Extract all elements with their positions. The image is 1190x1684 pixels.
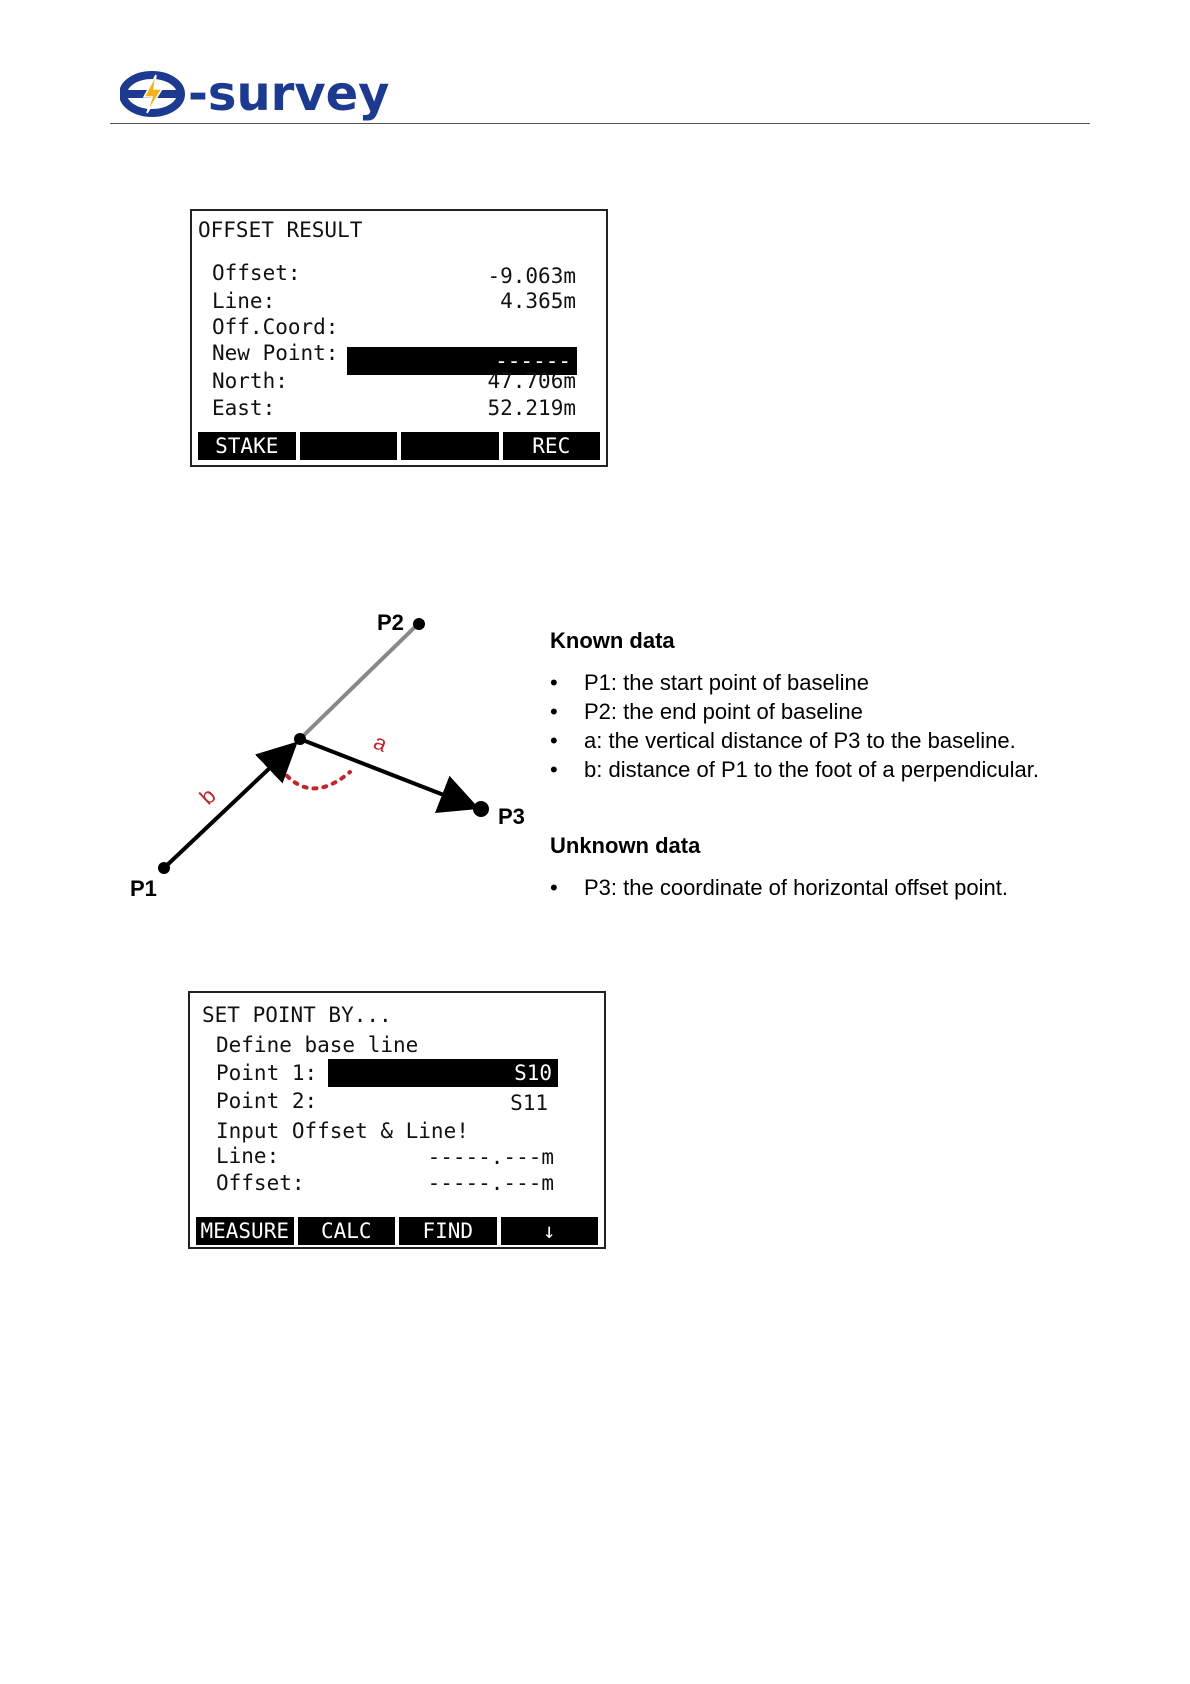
stake-softkey[interactable]: STAKE <box>198 432 296 460</box>
baseline-extension <box>300 624 418 739</box>
point2-field[interactable]: S11 <box>510 1091 548 1115</box>
list-item: • a: the vertical distance of P3 to the baseline. <box>550 726 1039 755</box>
offset-result-screen <box>190 209 608 467</box>
logo-text: -survey <box>188 66 390 122</box>
p2-point <box>413 618 425 630</box>
set-point-screen <box>188 991 606 1249</box>
list-item: • P3: the coordinate of horizontal offset point. <box>550 873 1008 902</box>
unknown-data-section <box>550 833 1008 902</box>
list-item: • b: distance of P1 to the foot of a perpendicular. <box>550 755 1039 784</box>
softkey-bar <box>196 1217 598 1245</box>
esurvey-logo <box>120 66 390 122</box>
north-value: 47.706m <box>487 369 576 393</box>
line-label: Line: <box>216 1144 280 1168</box>
right-angle-marker <box>275 760 350 788</box>
offset-label: Offset: <box>216 1171 305 1195</box>
unknown-data-heading: Unknown data <box>550 833 701 858</box>
input-prompt: Input Offset & Line! <box>216 1119 469 1143</box>
p1-point <box>158 862 170 874</box>
offset-diagram <box>120 600 540 910</box>
p1-label: P1 <box>130 876 157 901</box>
east-value: 52.219m <box>487 396 576 420</box>
calc-softkey[interactable]: CALC <box>298 1217 396 1245</box>
p3-label: P3 <box>498 804 525 829</box>
east-label: East: <box>212 396 276 420</box>
line-input[interactable]: -----.---m <box>427 1145 554 1169</box>
page-header <box>110 66 1100 126</box>
point1-label: Point 1: <box>216 1061 318 1085</box>
known-data-section <box>550 628 1039 784</box>
north-label: North: <box>212 369 288 393</box>
line-label: Line: <box>212 289 276 313</box>
point1-field[interactable]: S10 <box>328 1059 558 1087</box>
a-label: a <box>370 728 391 757</box>
header-divider <box>110 123 1090 124</box>
unknown-data-list <box>550 873 1008 902</box>
new-point-label: New Point: <box>212 341 339 365</box>
screen-title: OFFSET RESULT <box>198 218 363 242</box>
baseline-b-arrow <box>164 747 292 868</box>
rec-softkey[interactable]: REC <box>503 432 601 460</box>
offset-a-arrow <box>300 739 472 806</box>
find-softkey[interactable]: FIND <box>399 1217 497 1245</box>
known-data-list <box>550 668 1039 784</box>
list-item: • P1: the start point of baseline <box>550 668 1039 697</box>
softkey-bar <box>198 432 600 460</box>
p3-point <box>473 801 489 817</box>
off-coord-label: Off.Coord: <box>212 315 339 339</box>
offset-label: Offset: <box>212 261 301 285</box>
known-data-heading: Known data <box>550 628 675 653</box>
blank-softkey-3[interactable] <box>401 432 499 460</box>
p2-label: P2 <box>377 610 404 635</box>
esurvey-logo-icon <box>120 71 186 117</box>
measure-softkey[interactable]: MEASURE <box>196 1217 294 1245</box>
line-value: 4.365m <box>500 289 576 313</box>
list-item: • P2: the end point of baseline <box>550 697 1039 726</box>
define-base-line-label: Define base line <box>216 1033 419 1057</box>
next-page-softkey[interactable]: ↓ <box>501 1217 599 1245</box>
offset-value: -9.063m <box>487 264 576 288</box>
b-label: b <box>194 782 221 810</box>
point2-label: Point 2: <box>216 1089 318 1113</box>
offset-input[interactable]: -----.---m <box>427 1171 554 1195</box>
foot-point <box>294 733 306 745</box>
screen-title: SET POINT BY... <box>202 1003 392 1027</box>
new-point-field[interactable]: ------ <box>347 347 577 375</box>
blank-softkey-2[interactable] <box>300 432 398 460</box>
